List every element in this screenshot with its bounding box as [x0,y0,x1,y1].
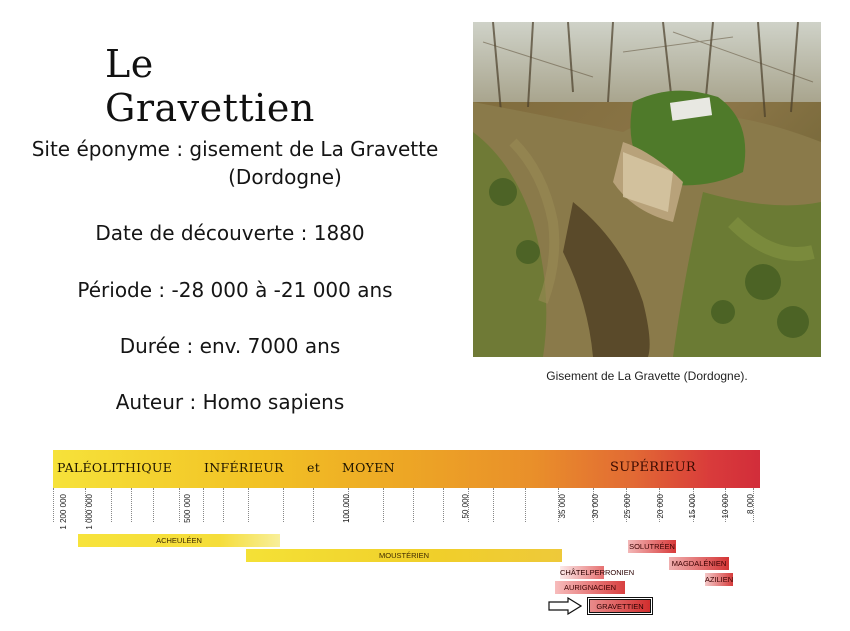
tick-label-50000: 50 000 [461,494,470,519]
band-label-paleolithique: PALÉOLITHIQUE [57,460,173,475]
culture-bar-aurignacien: AURIGNACIEN [555,581,625,594]
arrow-right-icon [548,597,582,615]
tick-label-35000: 35 000 [558,494,567,519]
tick-label-100000: 100 000 [342,494,351,523]
tick-label-10000: 10 000 [721,494,730,519]
culture-bar-gravettien: GRAVETTIEN [589,599,651,613]
tick-label-500000: 500 000 [183,494,192,523]
tick-label-1000000: 1 000 000 [85,494,94,530]
discovery-date: Date de découverte : 1880 [95,221,365,245]
period: Période : -28 000 à -21 000 ans [77,278,393,302]
timeline-gridlines [53,488,760,524]
tick-label-20000: 20 000 [656,494,665,519]
tick-label-30000: 30 000 [591,494,600,519]
culture-bar-chatelperronien: CHÂTELPERRONIEN [560,568,635,577]
culture-bar-mousterien: MOUSTÉRIEN [246,549,562,562]
band-label-inferieur: INFÉRIEUR [204,460,284,475]
author: Auteur : Homo sapiens [115,390,345,414]
band-label-moyen: MOYEN [342,460,395,475]
culture-bar-magdalenien: MAGDALÉNIEN [669,557,729,570]
photo-caption: Gisement de La Gravette (Dordogne). [546,369,748,383]
culture-bar-acheuleen: ACHEULÉEN [78,534,280,547]
site-eponyme-line: Site éponyme : gisement de La Gravette [31,137,439,161]
duration: Durée : env. 7000 ans [119,334,341,358]
tick-label-1200000: 1 200 000 [59,494,68,530]
tick-label-15000: 15 000 [688,494,697,519]
culture-bar-solutreen: SOLUTRÉEN [629,542,675,551]
band-label-et: et [307,460,321,475]
tick-label-25000: 25 000 [623,494,632,519]
band-label-superieur: SUPÉRIEUR [610,460,696,475]
site-photo [473,22,821,357]
tick-label-8000: 8 000 [746,494,755,515]
page-title: Le Gravettien [105,42,315,130]
site-region-line: (Dordogne) [228,165,342,189]
culture-bar-azilien: AZILIEN [704,575,734,584]
